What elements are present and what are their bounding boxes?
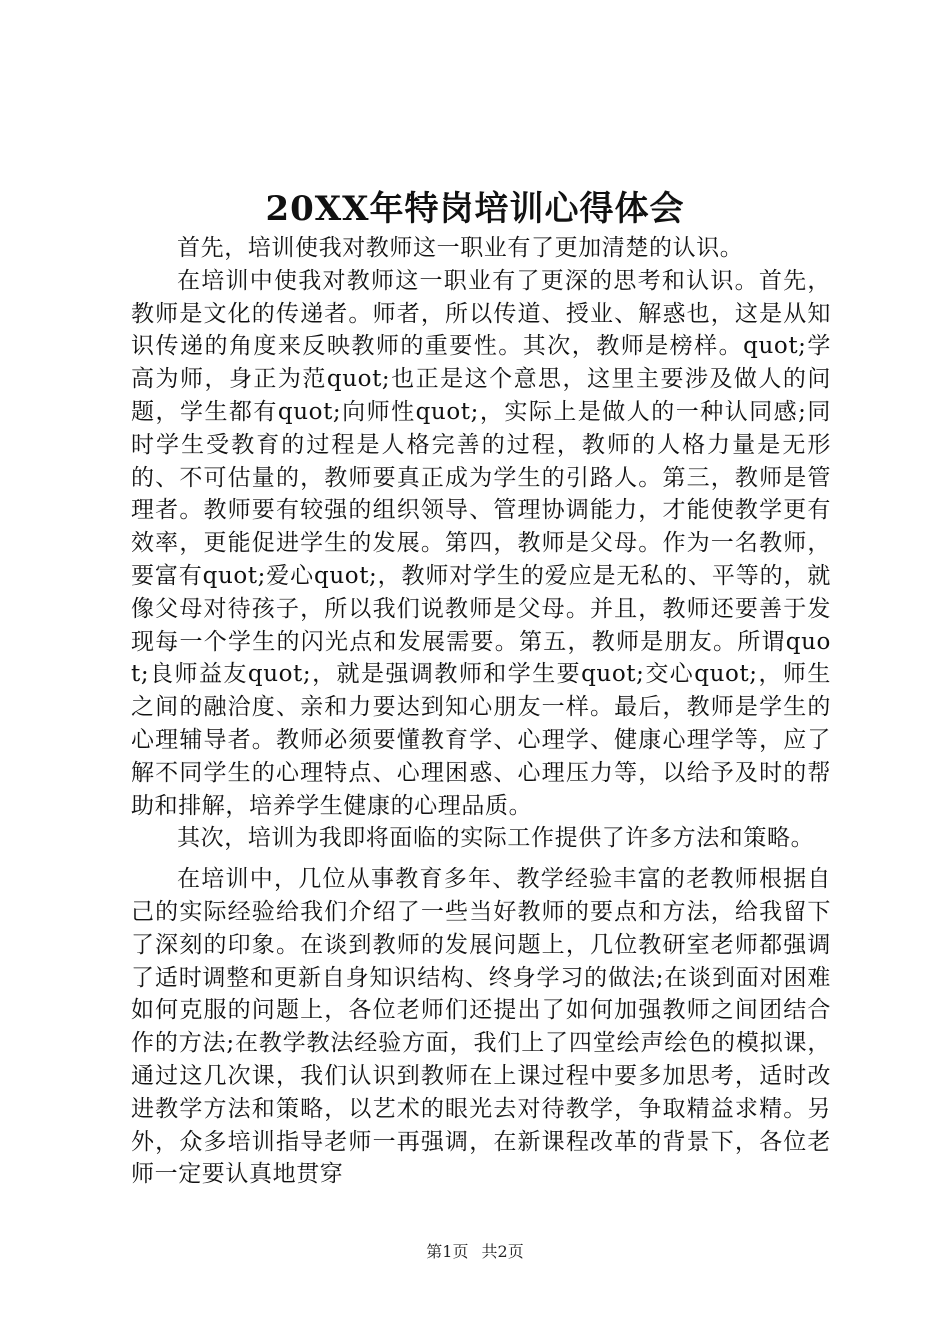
page-number-current: 第1页 xyxy=(426,1242,469,1261)
paragraph-3: 其次，培训为我即将面临的实际工作提供了许多方法和策略。 xyxy=(177,825,815,852)
paragraph-4: 在培训中，几位从事教育多年、教学经验丰富的老教师根据自己的实际经验给我们介绍了一些当好教师的要点和方法，给我留下了深刻的印象。在谈到教师的发展问题上，几位教研室老师都强调了适时调整和更新自身知识结构、终身学习的做法;在谈到面对困难如何克服的问题上，各位老师们还提出了如何加强教师之间团结合作的方法;在教学教法经验方面，我们上了四堂绘声绘色的模拟课，通过这几次课，我们认识到教师在上课过程中要多加思考，适时改进教学方法和策略，以艺术的眼光去对待教学，争取精益求精。另外，众多培训指导老师一再强调，在新课程改革的背景下，各位老师一定要认真地贯穿 xyxy=(131,866,831,1188)
document-body xyxy=(131,232,831,1191)
page-number-total: 共2页 xyxy=(481,1242,524,1261)
document-title: 20XX年特岗培训心得体会 xyxy=(265,189,685,229)
page-footer xyxy=(0,1241,950,1263)
paragraph-1: 首先，培训使我对教师这一职业有了更加清楚的认识。 xyxy=(177,235,744,261)
paragraph-2: 在培训中使我对教师这一职业有了更深的思考和认识。首先，教师是文化的传递者。师者，所以传道、授业、解惑也，这是从知识传递的角度来反映教师的重要性。其次，教师是榜样。quot;学高为师，身正为范quot;也正是这个意思，这里主要涉及做人的问题，学生都有quot;向师性quot;，实际上是做人的一种认同感;同时学生受教育的过程是人格完善的过程，教师的人格力量是无形的、不可估量的，教师要真正成为学生的引路人。第三，教师是管理者。教师要有较强的组织领导、管理协调能力，才能使教学更有效率，更能促进学生的发展。第四，教师是父母。作为一名教师，要富有quot;爱心quot;，教师对学生的爱应是无私的、平等的，就像父母对待孩子，所以我们说教师是父母。并且，教师还要善于发现每一个学生的闪光点和发展需要。第五，教师是朋友。所谓quot;良师益友quot;，就是强调教师和学生要quot;交心quot;，师生之间的融洽度、亲和力要达到知心朋友一样。最后，教师是学生的心理辅导者。教师必须要懂教育学、心理学、健康心理学等，应了解不同学生的心理特点、心理困惑、心理压力等，以给予及时的帮助和排解，培养学生健康的心理品质。 xyxy=(131,267,831,819)
